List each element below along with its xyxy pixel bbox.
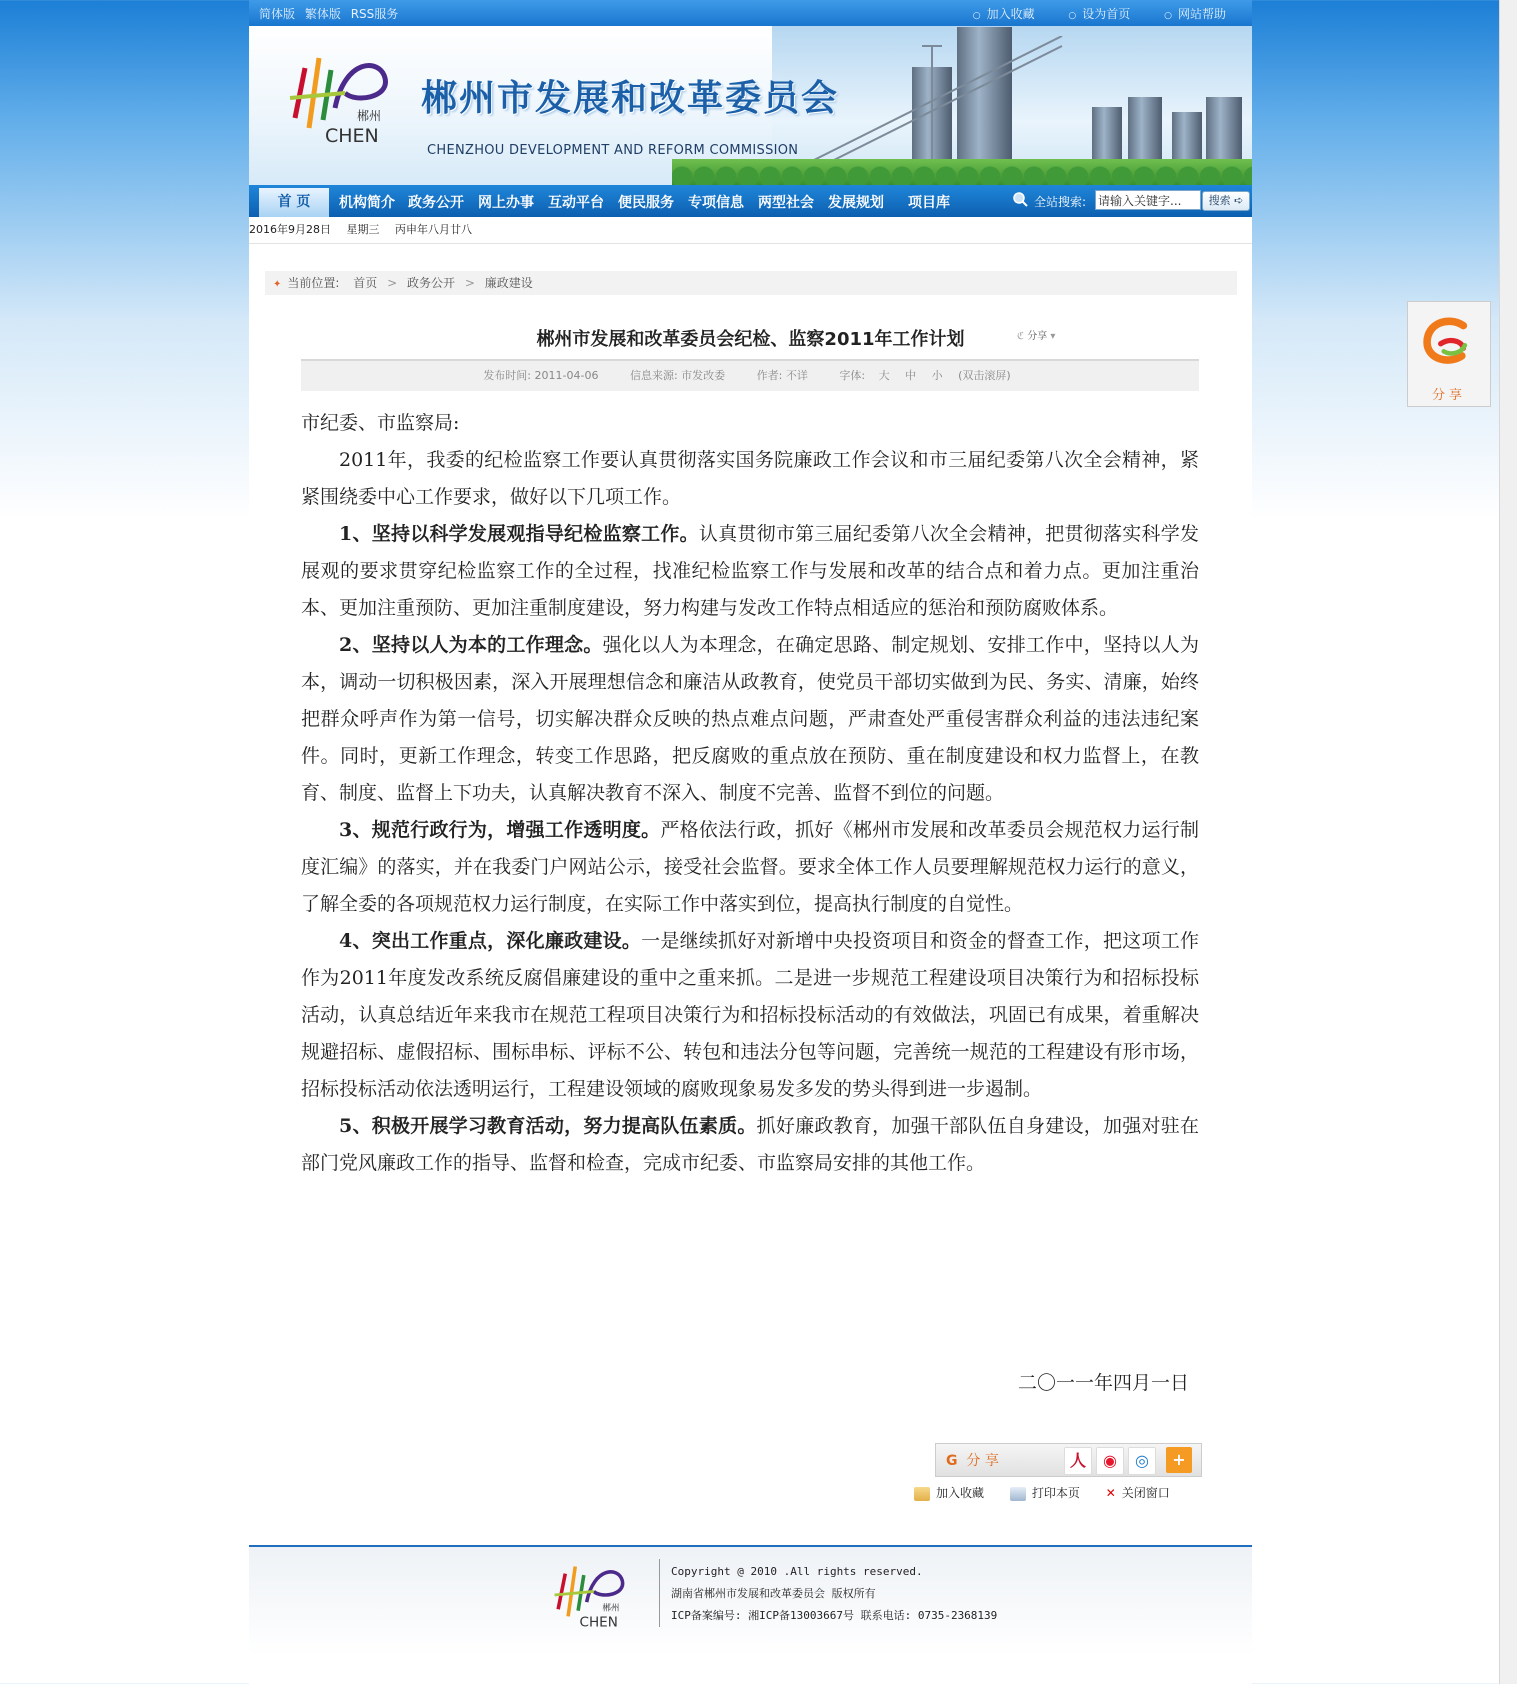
chevron-right-icon: > [464, 276, 475, 290]
share-bar [935, 1443, 1202, 1477]
link-add-favorite[interactable]: ○ 加入收藏 [973, 7, 1035, 21]
nav-item-special-info[interactable]: 专项信息 [688, 195, 744, 211]
footer-logo-text-cn: 郴州 [602, 1603, 620, 1614]
search-icon [1012, 191, 1028, 207]
footer-copyright: Copyright @ 2010 .All rights reserved. [671, 1565, 923, 1578]
footer [249, 1545, 1252, 1657]
logo-text-en: CHEN [325, 125, 379, 147]
section-heading: 2、坚持以人为本的工作理念。 [339, 634, 603, 656]
article-section [301, 627, 1199, 812]
footer-logo [551, 1559, 633, 1631]
add-favorite-button[interactable] [914, 1486, 984, 1500]
article-title: 郴州市发展和改革委员会纪检、监察2011年工作计划 [536, 329, 965, 350]
chevron-right-icon: > [387, 276, 398, 290]
nav-item-development-plan[interactable]: 发展规划 [828, 195, 884, 211]
breadcrumb [265, 271, 1237, 295]
article-section [301, 1108, 1199, 1182]
tencent-share-icon[interactable]: ◎ [1128, 1447, 1156, 1475]
section-body: 抓好廉政教育，加强干部队伍自身建设，加强对驻在部门党风廉政工作的指导、监督和检查，完成市纪委、市监察局安排的其他工作。 [301, 1115, 1199, 1174]
search-label: 全站搜索: [1034, 195, 1087, 209]
building-image [1206, 97, 1242, 167]
arrow-right-icon: ➪ [1234, 194, 1244, 207]
share-mini-button[interactable] [1017, 327, 1055, 342]
share-mini-label: 分享 [1027, 331, 1048, 342]
footer-logo-text-en: CHEN [579, 1614, 618, 1631]
nav-item-government-affairs[interactable]: 政务公开 [408, 195, 464, 211]
footer-owner: 湖南省郴州市发展和改革委员会 版权所有 [671, 1587, 876, 1600]
grass-strip [672, 159, 1252, 185]
lunar-date: 丙申年八月廿八 [395, 223, 472, 236]
font-size-controls [839, 369, 1016, 382]
share-bar-label: 分 享 [966, 1453, 999, 1469]
breadcrumb-item-government-affairs[interactable]: 政务公开 [407, 276, 456, 290]
publish-date: 发布时间: 2011-04-06 [483, 369, 599, 382]
renren-share-icon[interactable]: 人 [1064, 1447, 1092, 1475]
more-share-button[interactable]: + [1166, 1447, 1192, 1473]
footer-icp[interactable]: ICP备案编号: 湘ICP备13003667号 联系电话: 0735-2368139 [671, 1609, 998, 1622]
article-section [301, 923, 1199, 1108]
site-logo[interactable] [285, 48, 400, 148]
window-scrollbar[interactable] [1499, 0, 1517, 1684]
building-image [1092, 107, 1122, 167]
nav-item-project-library[interactable]: 项目库 [908, 195, 950, 211]
close-icon: ✕ [1105, 1486, 1116, 1500]
main-nav [249, 185, 1252, 217]
font-size-label: 字体: [839, 369, 866, 382]
nav-item-interaction[interactable]: 互动平台 [548, 195, 604, 211]
article-section [301, 516, 1199, 627]
site-subtitle: CHENZHOU DEVELOPMENT AND REFORM COMMISSION [427, 143, 799, 158]
section-body: 严格依法行政，抓好《郴州市发展和改革委员会规范权力运行制度汇编》的落实，并在我委门户网站公示，接受社会监督。要求全体工作人员要理解规范权力运行的意义，了解全委的各项规范权力运行制度，在实际工作中落实到位，提高执行制度的自觉性。 [301, 819, 1199, 915]
author: 作者: 不详 [756, 369, 808, 382]
font-size-large[interactable]: 大 [878, 369, 890, 382]
article-signoff-date: 二〇一一年四月一日 [1017, 1372, 1189, 1394]
floating-share-button[interactable] [1407, 301, 1491, 407]
floating-share-label: 分享 [1431, 388, 1466, 403]
location-icon: ✦ [273, 279, 282, 290]
site-title: 郴州市发展和改革委员会 [421, 78, 840, 119]
scroll-hint[interactable]: (双击滚屏) [958, 369, 1011, 382]
link-set-homepage[interactable]: ○ 设为首页 [1068, 7, 1130, 21]
page-tools [914, 1484, 1192, 1501]
caret-down-icon: ▾ [1050, 331, 1056, 342]
close-window-button[interactable] [1106, 1486, 1170, 1500]
current-weekday: 星期三 [346, 223, 380, 236]
footer-divider [659, 1559, 660, 1627]
article-body [301, 405, 1199, 1182]
share-logo-icon [1418, 308, 1480, 378]
font-size-small[interactable]: 小 [931, 369, 943, 382]
top-bar-right [943, 5, 1226, 22]
footer-text [671, 1561, 997, 1627]
nav-item-about[interactable]: 机构简介 [339, 195, 395, 211]
section-body: 强化以人为本理念，在确定思路、制定规划、安排工作中，坚持以人为本，调动一切积极因素，深入开展理想信念和廉洁从政教育，使党员干部切实做到为民、务实、清廉，始终把群众呼声作为第一信号，切实解决群众反映的热点难点问题，严肃查处严重侵害群众利益的违法违纪案件。同时，更新工作理念，转变工作思路，把反腐败的重点放在预防、重在制度建设和权力监督上，在教育、制度、监督上下功夫，认真解决教育不深入、制度不完善、监督不到位的问题。 [301, 634, 1199, 804]
section-heading: 1、坚持以科学发展观指导纪检监察工作。 [339, 523, 699, 545]
section-body: 一是继续抓好对新增中央投资项目和资金的督查工作，把这项工作作为2011年度发改系统反腐倡廉建设的重中之重来抓。二是进一步规范工程建设项目决策行为和招标投标活动，认真总结近年来我市在规范工程项目决策行为和招标投标活动的有效做法，巩固已有成果，着重解决规避招标、虚假招标、围标串标、评标不公、转包和违法分包等问题，完善统一规范的工程建设有形市场，招标投标活动依法透明运行，工程建设领域的腐败现象易发多发的势头得到进一步遏制。 [301, 930, 1199, 1100]
link-site-help[interactable]: ○ 网站帮助 [1164, 7, 1226, 21]
nav-home[interactable]: 首 页 [259, 188, 329, 217]
section-heading: 3、规范行政行为，增强工作透明度。 [339, 819, 661, 841]
close-window-label: 关闭窗口 [1121, 1486, 1170, 1500]
date-bar [249, 217, 1252, 244]
weibo-share-icon[interactable]: ◉ [1096, 1447, 1124, 1475]
nav-item-online-services[interactable]: 网上办事 [478, 195, 534, 211]
article-section [301, 812, 1199, 923]
link-traditional[interactable]: 繁体版 [304, 7, 341, 21]
print-page-button[interactable] [1010, 1486, 1080, 1500]
breadcrumb-label: 当前位置: [287, 276, 340, 290]
section-heading: 5、积极开展学习教育活动，努力提高队伍素质。 [339, 1115, 757, 1137]
breadcrumb-item-home[interactable]: 首页 [353, 276, 378, 290]
header-banner [249, 26, 1252, 185]
page-wrapper [249, 0, 1252, 1684]
section-heading: 4、突出工作重点，深化廉政建设。 [339, 930, 642, 952]
nav-item-two-type-society[interactable]: 两型社会 [758, 195, 814, 211]
info-source: 信息来源: 市发改委 [629, 369, 726, 382]
share-logo-icon: G [946, 1453, 958, 1469]
top-bar [249, 0, 1252, 26]
link-simplified[interactable]: 简体版 [259, 7, 296, 21]
print-page-label: 打印本页 [1031, 1486, 1080, 1500]
share-mini-icon: ℭ [1017, 331, 1025, 342]
article-intro: 2011年，我委的纪检监察工作要认真贯彻落实国务院廉政工作会议和市三届纪委第八次全会精神，紧紧围绕委中心工作要求，做好以下几项工作。 [301, 449, 1199, 508]
share-bar-button[interactable] [946, 1450, 999, 1470]
font-size-medium[interactable]: 中 [905, 369, 917, 382]
nav-item-public-services[interactable]: 便民服务 [618, 195, 674, 211]
breadcrumb-item-integrity[interactable]: 廉政建设 [484, 276, 533, 290]
search-button-label: 搜索 [1208, 194, 1231, 207]
add-favorite-label: 加入收藏 [936, 1486, 985, 1500]
search-button[interactable] [1202, 191, 1250, 211]
current-date: 2016年9月28日 [249, 223, 331, 236]
folder-icon [914, 1487, 930, 1501]
top-bar-left [259, 5, 404, 22]
search-input[interactable] [1095, 190, 1201, 210]
printer-icon [1010, 1487, 1026, 1501]
link-rss[interactable]: RSS服务 [350, 7, 399, 21]
logo-text-cn: 郴州 [357, 109, 382, 123]
article-salutation: 市纪委、市监察局: [301, 412, 460, 434]
section-body: 认真贯彻市第三届纪委第八次全会精神，把贯彻落实科学发展观的要求贯穿纪检监察工作的全过程，找准纪检监察工作与发展和改革的结合点和着力点。更加注重治本、更加注重预防、更加注重制度建设，努力构建与发改工作特点相适应的惩治和预防腐败体系。 [301, 523, 1199, 619]
building-image [1128, 97, 1162, 167]
article-meta [301, 359, 1199, 391]
